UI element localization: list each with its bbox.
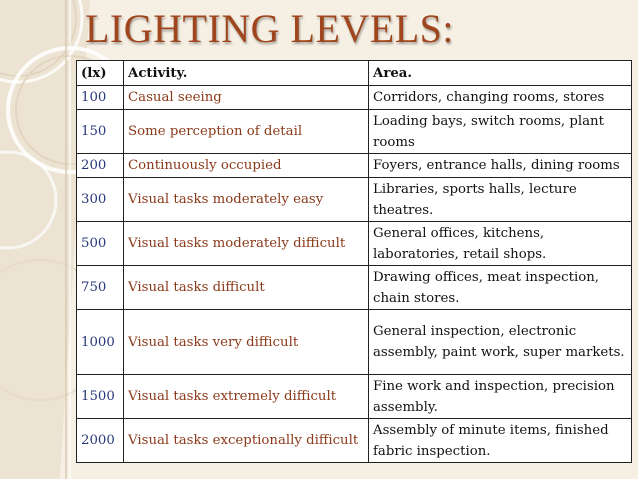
activity-cell: Visual tasks very difficult bbox=[124, 310, 369, 375]
area-cell: Loading bays, switch rooms, plant rooms bbox=[369, 110, 632, 154]
header-lux: (lx) bbox=[77, 61, 124, 86]
table-row bbox=[77, 154, 632, 178]
lux-value: 750 bbox=[77, 266, 124, 310]
activity-cell: Visual tasks difficult bbox=[124, 266, 369, 310]
area-cell: Fine work and inspection, precision assembly. bbox=[369, 375, 632, 419]
page-title: LIGHTING LEVELS: bbox=[85, 6, 455, 51]
area-cell: Assembly of minute items, finished fabric inspection. bbox=[369, 419, 632, 463]
activity-cell: Visual tasks exceptionally difficult bbox=[124, 419, 369, 463]
activity-cell: Casual seeing bbox=[124, 86, 369, 110]
area-cell: Foyers, entrance halls, dining rooms bbox=[369, 154, 632, 178]
lighting-levels-table bbox=[76, 60, 632, 463]
lux-value: 500 bbox=[77, 222, 124, 266]
area-cell: General inspection, electronic assembly, paint work, super markets. bbox=[369, 310, 632, 375]
activity-cell: Continuously occupied bbox=[124, 154, 369, 178]
header-activity: Activity. bbox=[124, 61, 369, 86]
lux-value: 2000 bbox=[77, 419, 124, 463]
lux-value: 1000 bbox=[77, 310, 124, 375]
table-row bbox=[77, 310, 632, 375]
activity-cell: Visual tasks extremely difficult bbox=[124, 375, 369, 419]
table-row bbox=[77, 110, 632, 154]
lux-value: 1500 bbox=[77, 375, 124, 419]
area-cell: Libraries, sports halls, lecture theatres. bbox=[369, 178, 632, 222]
area-cell: General offices, kitchens, laboratories, retail shops. bbox=[369, 222, 632, 266]
activity-cell: Some perception of detail bbox=[124, 110, 369, 154]
lux-value: 150 bbox=[77, 110, 124, 154]
table-row bbox=[77, 419, 632, 463]
lux-value: 100 bbox=[77, 86, 124, 110]
table-row bbox=[77, 375, 632, 419]
area-cell: Corridors, changing rooms, stores bbox=[369, 86, 632, 110]
table-row bbox=[77, 178, 632, 222]
activity-cell: Visual tasks moderately difficult bbox=[124, 222, 369, 266]
lux-value: 300 bbox=[77, 178, 124, 222]
header-area: Area. bbox=[369, 61, 632, 86]
table-row bbox=[77, 266, 632, 310]
table-header-row bbox=[77, 61, 632, 86]
lux-value: 200 bbox=[77, 154, 124, 178]
activity-cell: Visual tasks moderately easy bbox=[124, 178, 369, 222]
table-row bbox=[77, 222, 632, 266]
table-row bbox=[77, 86, 632, 110]
area-cell: Drawing offices, meat inspection, chain stores. bbox=[369, 266, 632, 310]
